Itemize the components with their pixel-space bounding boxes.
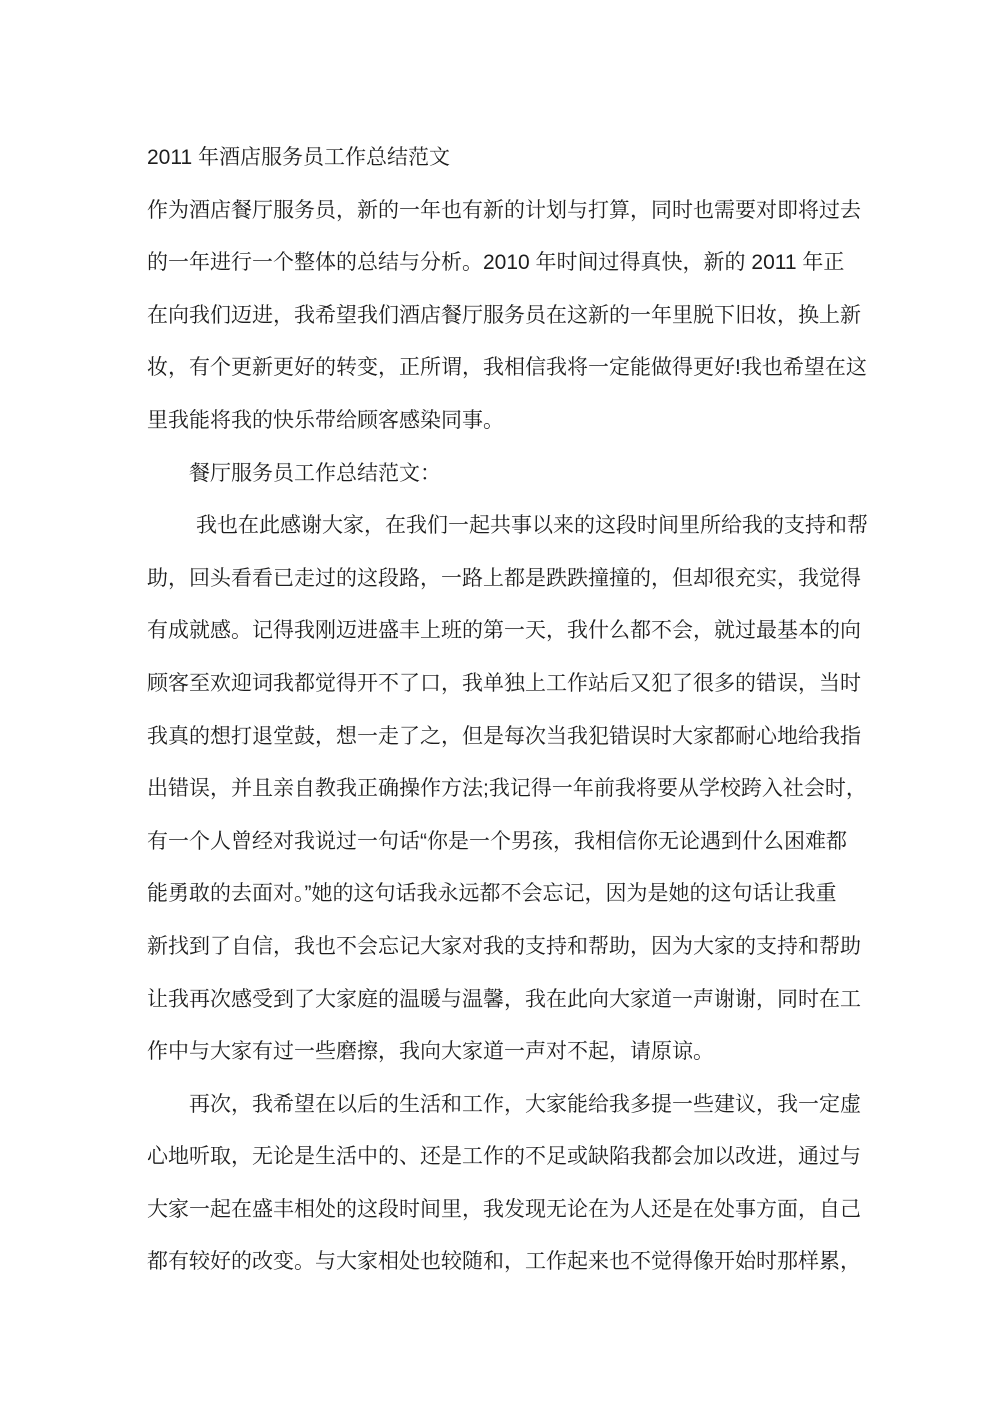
paragraph-line: 里我能将我的快乐带给顾客感染同事。 xyxy=(147,408,504,432)
paragraph-line: 我真的想打退堂鼓，想一走了之，但是每次当我犯错误时大家都耐心地给我指 xyxy=(147,724,861,748)
paragraph-line: 作为酒店餐厅服务员，新的一年也有新的计划与打算，同时也需要对即将过去 xyxy=(147,198,861,222)
paragraph-line: 妆，有个更新更好的转变，正所谓，我相信我将一定能做得更好!我也希望在这 xyxy=(147,356,867,380)
paragraph-line: 大家一起在盛丰相处的这段时间里，我发现无论在为人还是在处事方面，自己 xyxy=(147,1197,861,1221)
paragraph-line: 有一个人曾经对我说过一句话“你是一个男孩，我相信你无论遇到什么困难都 xyxy=(147,829,847,853)
section-subheading: 餐厅服务员工作总结范文： xyxy=(189,461,441,485)
paragraph-line: 让我再次感受到了大家庭的温暖与温馨，我在此向大家道一声谢谢，同时在工 xyxy=(147,987,861,1011)
paragraph-line: 我也在此感谢大家，在我们一起共事以来的这段时间里所给我的支持和帮 xyxy=(196,514,868,538)
paragraph-line: 助，回头看看已走过的这段路，一路上都是跌跌撞撞的，但却很充实，我觉得 xyxy=(147,566,861,590)
paragraph-line: 的一年进行一个整体的总结与分析。2010 年时间过得真快，新的 2011 年正 xyxy=(147,251,845,275)
document-content xyxy=(147,132,867,1289)
paragraph-line: 有成就感。记得我刚迈进盛丰上班的第一天，我什么都不会，就过最基本的向 xyxy=(147,619,861,643)
paragraph-line: 顾客至欢迎词我都觉得开不了口，我单独上工作站后又犯了很多的错误，当时 xyxy=(147,671,861,695)
paragraph-line: 心地听取，无论是生活中的、还是工作的不足或缺陷我都会加以改进，通过与 xyxy=(147,1145,861,1169)
paragraph-line: 新找到了自信，我也不会忘记大家对我的支持和帮助，因为大家的支持和帮助 xyxy=(147,934,861,958)
document-title: 2011 年酒店服务员工作总结范文 xyxy=(147,146,450,169)
paragraph-line: 作中与大家有过一些磨擦，我向大家道一声对不起，请原谅。 xyxy=(147,1040,714,1064)
paragraph-line: 都有较好的改变。与大家相处也较随和，工作起来也不觉得像开始时那样累， xyxy=(147,1250,861,1274)
paragraph-line: 再次，我希望在以后的生活和工作，大家能给我多提一些建议，我一定虚 xyxy=(189,1092,861,1116)
paragraph-line: 能勇敢的去面对。”她的这句话我永远都不会忘记，因为是她的这句话让我重 xyxy=(147,882,837,906)
paragraph-line: 出错误，并且亲自教我正确操作方法;我记得一年前我将要从学校跨入社会时， xyxy=(147,777,867,801)
paragraph-line: 在向我们迈进，我希望我们酒店餐厅服务员在这新的一年里脱下旧妆，换上新 xyxy=(147,303,861,327)
